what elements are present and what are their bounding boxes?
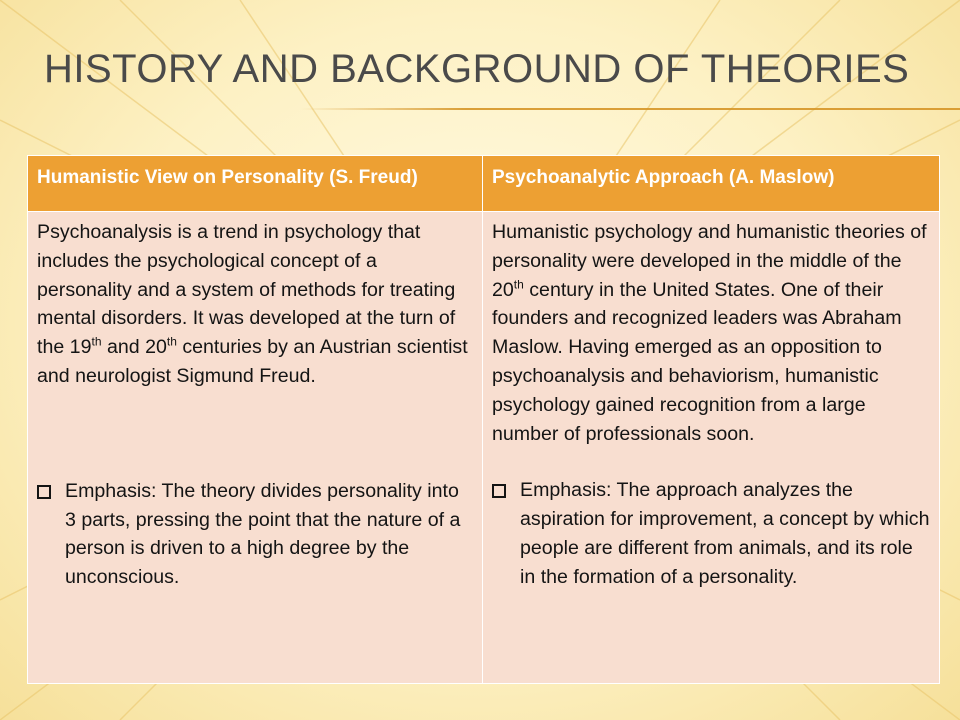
right-emphasis-bullet xyxy=(492,476,931,591)
cell-right-description xyxy=(483,212,940,684)
header-psychoanalytic-approach: Psychoanalytic Approach (A. Maslow) xyxy=(483,156,940,212)
table-header-row xyxy=(28,156,940,212)
left-text-part-2: and 20 xyxy=(101,336,167,359)
checkbox-bullet-icon xyxy=(492,484,506,498)
header-humanistic-view: Humanistic View on Personality (S. Freud) xyxy=(28,156,483,212)
spacer xyxy=(492,448,931,476)
right-text-part-1: Humanistic psychology and humanistic theories of personality were developed in the middle of the 20 xyxy=(492,221,927,301)
right-paragraph xyxy=(492,218,931,448)
comparison-table xyxy=(27,155,940,684)
left-superscript-2: th xyxy=(166,334,177,349)
checkbox-bullet-icon xyxy=(37,485,51,499)
left-emphasis-bullet xyxy=(37,477,474,592)
cell-left-description xyxy=(28,212,483,684)
left-text-part-1: Psychoanalysis is a trend in psychology that includes the psychological concept of a personality and a system of methods for treating mental disorders. It was developed at the turn of the 19 xyxy=(37,221,456,359)
table-row xyxy=(28,212,940,684)
left-text-part-3: centuries by an Austrian scientist and neurologist Sigmund Freud. xyxy=(37,336,468,387)
left-paragraph xyxy=(37,218,474,391)
left-superscript-1: th xyxy=(91,334,102,349)
title-underline xyxy=(300,108,960,110)
right-text-part-2: century in the United States. One of their founders and recognized leaders was Abraham Maslow. Having emerged as an opposition to psychoanalysis and behaviorism, humanistic psychology gained recognition from a large number of professionals soon. xyxy=(492,278,902,445)
right-emphasis-text: Emphasis: The approach analyzes the aspiration for improvement, a concept by which people are different from animals, and its role in the formation of a personality. xyxy=(520,479,930,588)
left-emphasis-text: Emphasis: The theory divides personality into 3 parts, pressing the point that the nature of a person is driven to a high degree by the unconscious. xyxy=(65,479,461,589)
spacer xyxy=(37,391,474,477)
right-superscript-1: th xyxy=(513,277,524,292)
slide-title: HISTORY AND BACKGROUND OF THEORIES xyxy=(44,47,910,91)
